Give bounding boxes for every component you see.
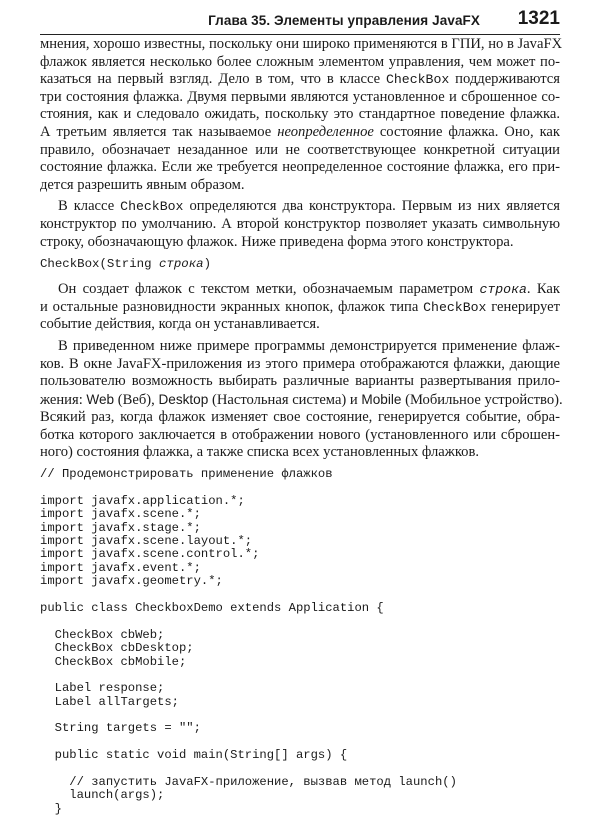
running-header [40,6,560,35]
code-line [40,763,560,776]
text-line: В приведенном ниже примере программы демонстрируется применение флаж- [58,337,560,354]
code-line: CheckBox cbMobile; [40,654,187,669]
code-line: import javafx.application.*; [40,493,245,508]
text-line: жения: Web (Веб), Desktop (Настольная система) и Mobile (Мобильное устройство). [40,391,563,408]
code-line: } [40,801,62,816]
text-line: дется разрешить явным образом. [40,176,245,193]
code-line: import javafx.stage.*; [40,520,201,535]
code-line: import javafx.geometry.*; [40,574,223,589]
inline-code: CheckBox [423,299,487,315]
code-line: public static void main(String[] args) { [40,748,348,763]
text-line: Всякий раз, когда флажок изменяет свое состояние, генерируется событие, обра- [40,409,560,426]
code-line [40,736,560,749]
code-line: import javafx.scene.layout.*; [40,534,253,549]
chapter-title: Глава 35. Элементы управления JavaFX [208,13,480,28]
code-line: public class CheckboxDemo extends Application { [40,600,384,615]
text-line: ного) состояния флажка, а также списка всех установленных флажков. [40,444,480,461]
text-line: ботка которого заключается в отображении нового (установленного или сброшен- [40,426,560,443]
inline-code: CheckBox [385,72,450,88]
inline-code: CheckBox [120,199,184,215]
text-line: Он создает флажок с текстом метки, обозначаемым параметром строка. Как [58,281,560,298]
page-body [40,36,563,816]
code-listing [40,468,560,816]
text-line: строку, обозначающую флажок. Ниже приведена форма этого конструктора. [40,233,514,250]
code-line: // запустить JavaFX-приложение, вызвав метод launch() [40,775,457,790]
code-line: Label allTargets; [40,694,179,709]
code-line [40,589,560,602]
text-line: три состояния флажка. Двумя первыми являются установленное и сброшенное со- [40,88,560,105]
page-number: 1321 [517,8,560,29]
code-line: import javafx.event.*; [40,560,201,575]
code-line [40,481,560,494]
text-line: А третьим является так называемое неопределенное состояние флажка. Оно, как [40,123,561,140]
constructor-signature: CheckBox(String строка) [40,257,212,272]
text-line: мнения, хорошо известны, поскольку они широко применяются в ГПИ, но в JavaFX [40,36,563,52]
text-line: стояния, как и следовало ожидать, поскольку это стандартное поведение флажка. [40,106,560,123]
text-line: В классе CheckBox определяются два конструктора. Первым из них является [58,198,560,215]
code-line [40,615,560,628]
emphasis-term: неопределенное [277,123,374,140]
text-line: состояние флажка. Если же требуется неопределенное состояние флажка, его при- [40,159,560,176]
text-line: и остальные разновидности экранных кнопок, флажок типа CheckBox генерирует [40,298,560,315]
code-line: String targets = ""; [40,721,201,736]
code-line: launch(args); [40,788,165,803]
text-line: пользователю возможность выбирать различные варианты развертывания прило- [40,373,560,390]
parameter-name: строка [479,282,527,298]
code-line: Label response; [40,681,165,696]
text-line: событие действия, когда он устанавливается. [40,316,320,333]
code-line [40,709,560,722]
text-line: ков. В окне JavaFX-приложения из этого примера отображаются флажки, дающие [40,355,560,372]
paragraph-4 [40,337,563,462]
paragraph-3 [40,281,560,334]
text-line: конструктор по умолчанию. А второй конструктор позволяет указать символьную [40,215,560,232]
code-line: CheckBox cbDesktop; [40,641,194,656]
paragraph-1 [40,36,563,194]
text-line: флажок является несколько более сложным элементом управления, чем может по- [40,53,560,70]
code-line: import javafx.scene.control.*; [40,547,260,562]
text-line: казаться на первый взгляд. Дело в том, что в классе CheckBox поддерживаются [40,71,561,88]
code-line: CheckBox cbWeb; [40,627,165,642]
paragraph-2 [40,198,560,251]
code-line: import javafx.scene.*; [40,507,201,522]
text-line: правило, обозначает незаданное или не соответствующее конкретной ситуации [40,141,560,158]
code-line: // Продемонстрировать применение флажков [40,467,333,482]
code-line [40,669,560,682]
